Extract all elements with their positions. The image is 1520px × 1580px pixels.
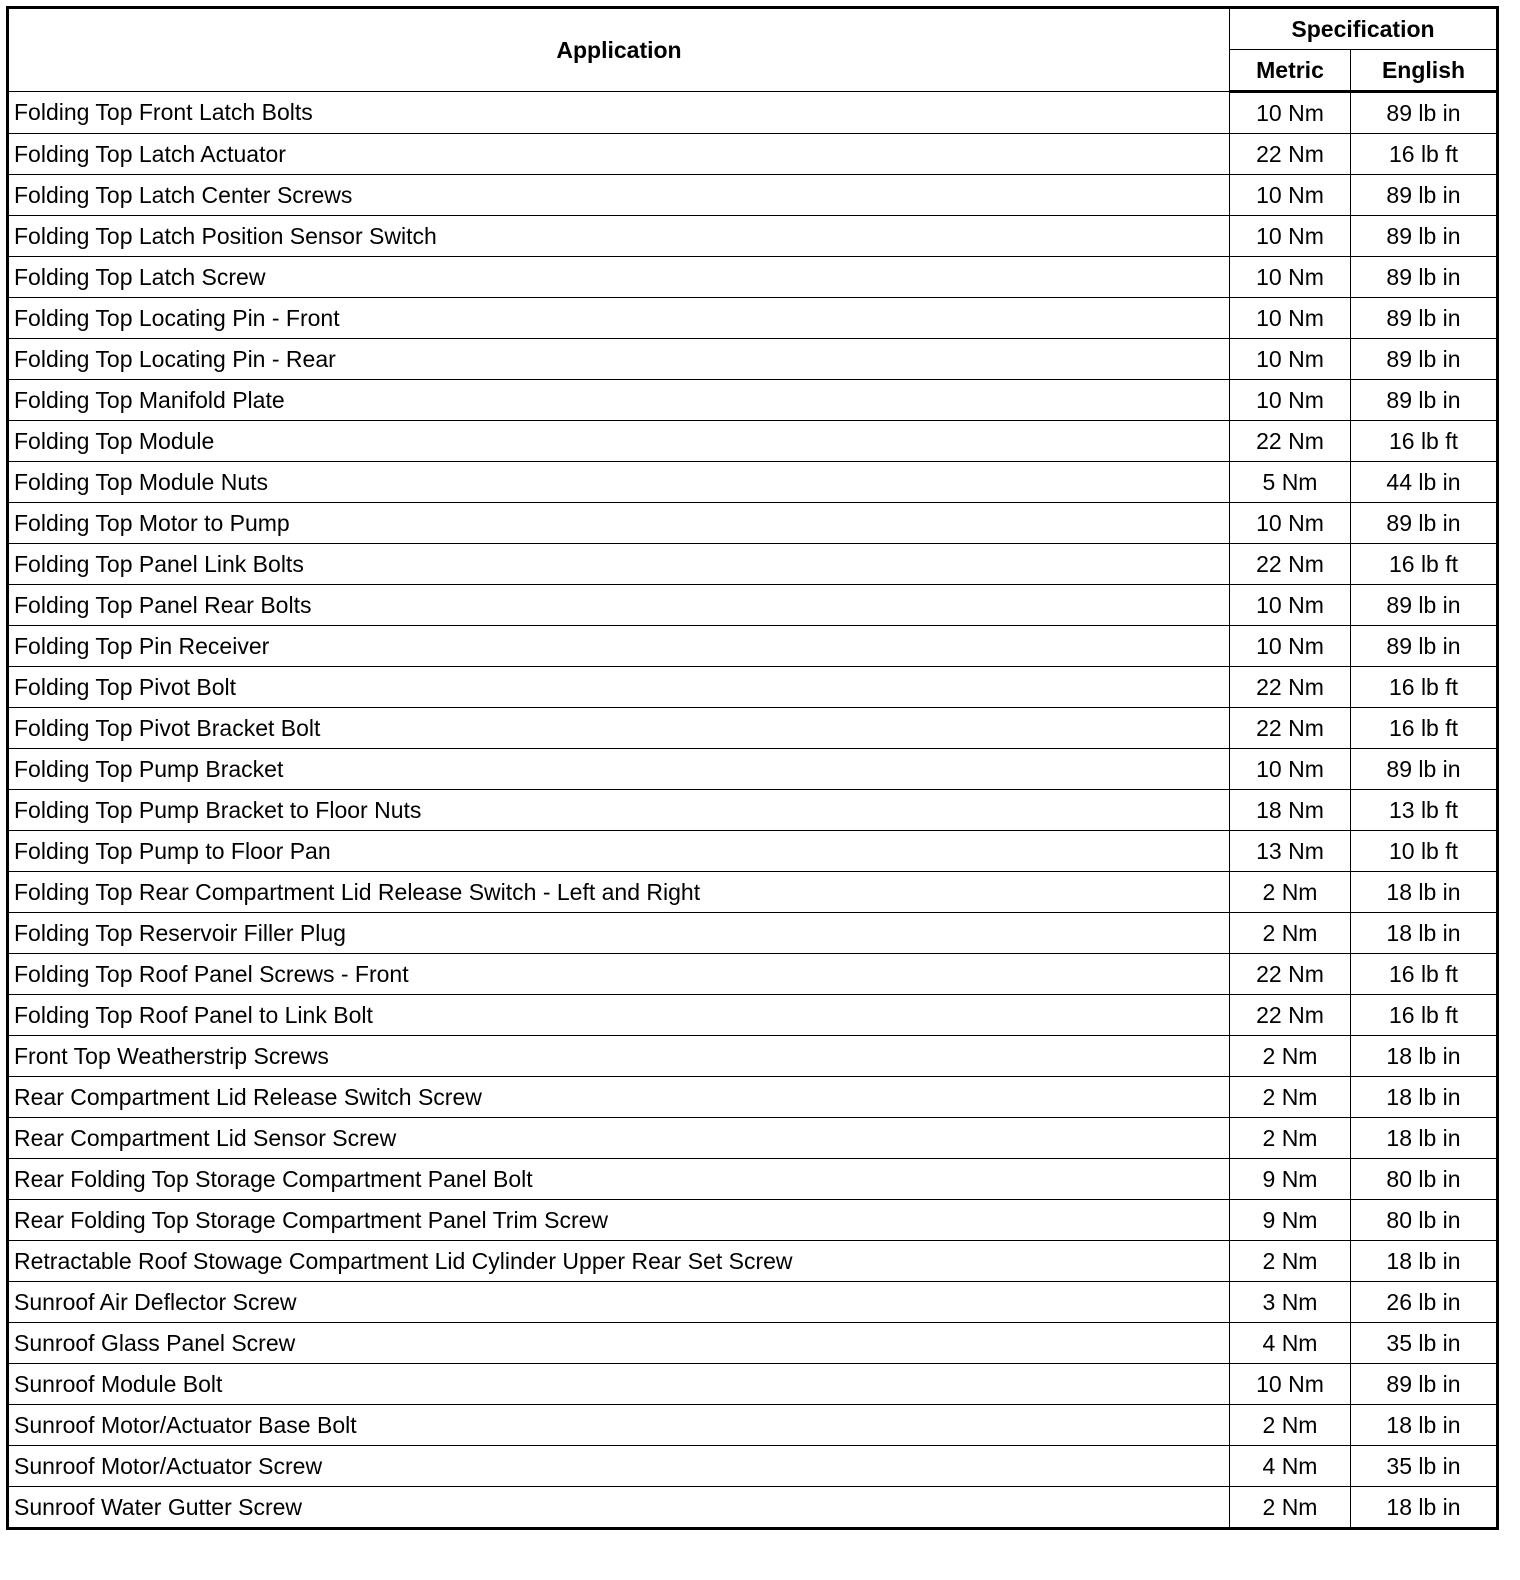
cell-application: Folding Top Latch Actuator [8, 134, 1230, 175]
cell-application: Folding Top Pin Receiver [8, 626, 1230, 667]
table-row [8, 954, 1498, 995]
cell-metric: 22 Nm [1230, 544, 1351, 585]
cell-english: 18 lb in [1351, 1118, 1498, 1159]
cell-application: Rear Folding Top Storage Compartment Panel Bolt [8, 1159, 1230, 1200]
table-row [8, 421, 1498, 462]
header-application: Application [8, 8, 1230, 92]
cell-application: Folding Top Reservoir Filler Plug [8, 913, 1230, 954]
table-row [8, 585, 1498, 626]
cell-english: 13 lb ft [1351, 790, 1498, 831]
cell-english: 89 lb in [1351, 626, 1498, 667]
cell-application: Retractable Roof Stowage Compartment Lid Cylinder Upper Rear Set Screw [8, 1241, 1230, 1282]
table-header [8, 8, 1498, 92]
table-row [8, 503, 1498, 544]
table-row [8, 1282, 1498, 1323]
cell-metric: 18 Nm [1230, 790, 1351, 831]
table-row [8, 544, 1498, 585]
cell-application: Folding Top Pivot Bolt [8, 667, 1230, 708]
table-row [8, 1487, 1498, 1529]
table-row [8, 1159, 1498, 1200]
cell-application: Sunroof Motor/Actuator Screw [8, 1446, 1230, 1487]
table-row [8, 1446, 1498, 1487]
cell-application: Rear Folding Top Storage Compartment Panel Trim Screw [8, 1200, 1230, 1241]
cell-application: Folding Top Manifold Plate [8, 380, 1230, 421]
cell-english: 16 lb ft [1351, 544, 1498, 585]
cell-metric: 2 Nm [1230, 1077, 1351, 1118]
cell-english: 18 lb in [1351, 1405, 1498, 1446]
cell-metric: 10 Nm [1230, 749, 1351, 790]
table-body [8, 92, 1498, 1529]
table-row [8, 216, 1498, 257]
cell-application: Rear Compartment Lid Sensor Screw [8, 1118, 1230, 1159]
cell-metric: 2 Nm [1230, 1036, 1351, 1077]
cell-metric: 2 Nm [1230, 1487, 1351, 1529]
cell-metric: 22 Nm [1230, 421, 1351, 462]
cell-english: 16 lb ft [1351, 995, 1498, 1036]
cell-metric: 10 Nm [1230, 1364, 1351, 1405]
cell-english: 89 lb in [1351, 298, 1498, 339]
table-row [8, 749, 1498, 790]
cell-metric: 10 Nm [1230, 503, 1351, 544]
table-row [8, 708, 1498, 749]
cell-english: 89 lb in [1351, 175, 1498, 216]
table-row [8, 380, 1498, 421]
cell-application: Folding Top Latch Position Sensor Switch [8, 216, 1230, 257]
table-row [8, 92, 1498, 134]
cell-english: 18 lb in [1351, 1241, 1498, 1282]
cell-application: Rear Compartment Lid Release Switch Screw [8, 1077, 1230, 1118]
table-row [8, 1323, 1498, 1364]
cell-application: Folding Top Latch Screw [8, 257, 1230, 298]
table-row [8, 298, 1498, 339]
cell-metric: 2 Nm [1230, 913, 1351, 954]
cell-english: 18 lb in [1351, 1487, 1498, 1529]
cell-application: Folding Top Panel Link Bolts [8, 544, 1230, 585]
cell-application: Folding Top Roof Panel Screws - Front [8, 954, 1230, 995]
cell-english: 35 lb in [1351, 1323, 1498, 1364]
cell-application: Folding Top Front Latch Bolts [8, 92, 1230, 134]
cell-metric: 2 Nm [1230, 1241, 1351, 1282]
cell-metric: 10 Nm [1230, 175, 1351, 216]
table-row [8, 626, 1498, 667]
cell-english: 18 lb in [1351, 1077, 1498, 1118]
cell-english: 10 lb ft [1351, 831, 1498, 872]
cell-english: 89 lb in [1351, 585, 1498, 626]
cell-application: Folding Top Pump to Floor Pan [8, 831, 1230, 872]
cell-metric: 10 Nm [1230, 298, 1351, 339]
table-row [8, 913, 1498, 954]
table-row [8, 667, 1498, 708]
header-english: English [1351, 50, 1498, 92]
table-row [8, 1200, 1498, 1241]
cell-english: 18 lb in [1351, 872, 1498, 913]
cell-application: Front Top Weatherstrip Screws [8, 1036, 1230, 1077]
table-row [8, 257, 1498, 298]
table-row [8, 790, 1498, 831]
header-metric: Metric [1230, 50, 1351, 92]
cell-english: 80 lb in [1351, 1159, 1498, 1200]
cell-application: Folding Top Roof Panel to Link Bolt [8, 995, 1230, 1036]
cell-metric: 13 Nm [1230, 831, 1351, 872]
cell-metric: 2 Nm [1230, 1118, 1351, 1159]
cell-english: 18 lb in [1351, 1036, 1498, 1077]
cell-metric: 22 Nm [1230, 134, 1351, 175]
cell-metric: 22 Nm [1230, 667, 1351, 708]
table-row [8, 995, 1498, 1036]
cell-english: 26 lb in [1351, 1282, 1498, 1323]
cell-metric: 9 Nm [1230, 1200, 1351, 1241]
cell-application: Sunroof Air Deflector Screw [8, 1282, 1230, 1323]
cell-english: 89 lb in [1351, 216, 1498, 257]
cell-metric: 9 Nm [1230, 1159, 1351, 1200]
cell-english: 16 lb ft [1351, 954, 1498, 995]
cell-metric: 10 Nm [1230, 339, 1351, 380]
cell-metric: 10 Nm [1230, 380, 1351, 421]
cell-application: Sunroof Water Gutter Screw [8, 1487, 1230, 1529]
cell-metric: 4 Nm [1230, 1446, 1351, 1487]
fastener-spec-table [6, 6, 1499, 1530]
table-row [8, 462, 1498, 503]
cell-metric: 10 Nm [1230, 92, 1351, 134]
cell-metric: 2 Nm [1230, 1405, 1351, 1446]
cell-english: 16 lb ft [1351, 134, 1498, 175]
cell-application: Sunroof Motor/Actuator Base Bolt [8, 1405, 1230, 1446]
table-row [8, 831, 1498, 872]
cell-application: Folding Top Locating Pin - Front [8, 298, 1230, 339]
cell-english: 16 lb ft [1351, 421, 1498, 462]
table-row [8, 134, 1498, 175]
cell-application: Sunroof Glass Panel Screw [8, 1323, 1230, 1364]
cell-application: Folding Top Module [8, 421, 1230, 462]
cell-metric: 2 Nm [1230, 872, 1351, 913]
cell-metric: 22 Nm [1230, 954, 1351, 995]
cell-metric: 10 Nm [1230, 257, 1351, 298]
cell-metric: 10 Nm [1230, 585, 1351, 626]
table-row [8, 1405, 1498, 1446]
table-row [8, 872, 1498, 913]
cell-english: 44 lb in [1351, 462, 1498, 503]
cell-english: 16 lb ft [1351, 667, 1498, 708]
cell-english: 89 lb in [1351, 749, 1498, 790]
table-row [8, 1118, 1498, 1159]
cell-metric: 10 Nm [1230, 216, 1351, 257]
cell-metric: 22 Nm [1230, 995, 1351, 1036]
table-row [8, 1241, 1498, 1282]
cell-application: Folding Top Module Nuts [8, 462, 1230, 503]
cell-english: 80 lb in [1351, 1200, 1498, 1241]
cell-application: Folding Top Latch Center Screws [8, 175, 1230, 216]
cell-english: 89 lb in [1351, 92, 1498, 134]
table-row [8, 1036, 1498, 1077]
table-row [8, 1077, 1498, 1118]
cell-english: 89 lb in [1351, 380, 1498, 421]
cell-application: Sunroof Module Bolt [8, 1364, 1230, 1405]
cell-application: Folding Top Pump Bracket [8, 749, 1230, 790]
cell-application: Folding Top Pivot Bracket Bolt [8, 708, 1230, 749]
header-specification: Specification [1230, 8, 1498, 50]
cell-english: 18 lb in [1351, 913, 1498, 954]
cell-english: 89 lb in [1351, 1364, 1498, 1405]
cell-metric: 10 Nm [1230, 626, 1351, 667]
cell-application: Folding Top Pump Bracket to Floor Nuts [8, 790, 1230, 831]
cell-english: 16 lb ft [1351, 708, 1498, 749]
cell-english: 89 lb in [1351, 339, 1498, 380]
cell-metric: 4 Nm [1230, 1323, 1351, 1364]
cell-english: 89 lb in [1351, 257, 1498, 298]
table-row [8, 1364, 1498, 1405]
cell-application: Folding Top Locating Pin - Rear [8, 339, 1230, 380]
cell-application: Folding Top Motor to Pump [8, 503, 1230, 544]
cell-metric: 5 Nm [1230, 462, 1351, 503]
cell-application: Folding Top Rear Compartment Lid Release Switch - Left and Right [8, 872, 1230, 913]
cell-application: Folding Top Panel Rear Bolts [8, 585, 1230, 626]
cell-metric: 3 Nm [1230, 1282, 1351, 1323]
cell-english: 35 lb in [1351, 1446, 1498, 1487]
cell-english: 89 lb in [1351, 503, 1498, 544]
table-row [8, 175, 1498, 216]
cell-metric: 22 Nm [1230, 708, 1351, 749]
table-row [8, 339, 1498, 380]
